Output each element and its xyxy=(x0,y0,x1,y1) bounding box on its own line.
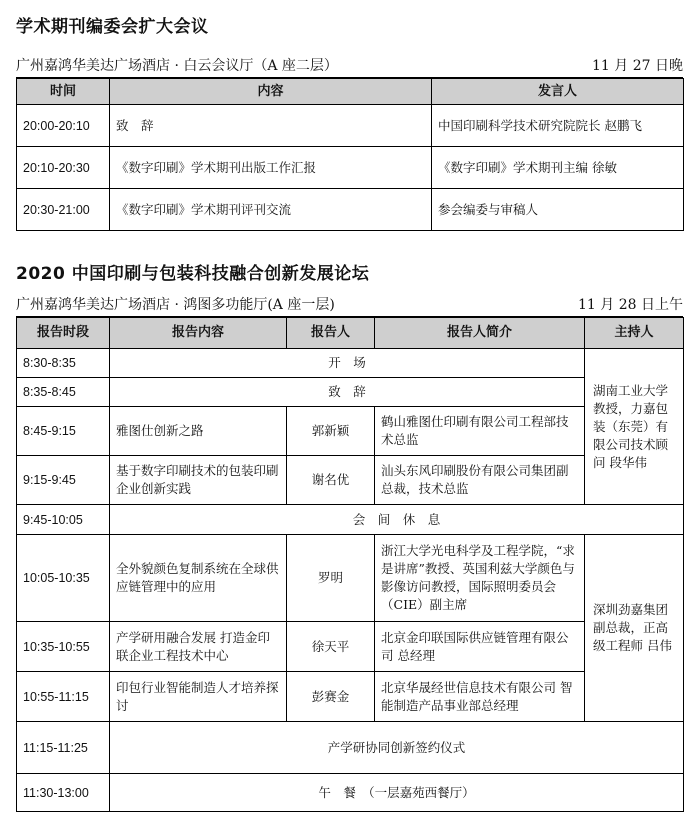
table-row xyxy=(17,622,684,672)
meeting1-venue-row xyxy=(16,55,683,78)
row-bio: 鹤山雅图仕印刷有限公司工程部技术总监 xyxy=(375,407,585,456)
header-content: 报告内容 xyxy=(110,318,287,349)
row-time: 20:00-20:10 xyxy=(17,105,110,147)
row-span: 产学研协同创新签约仪式 xyxy=(110,722,684,774)
row-span: 会 间 休 息 xyxy=(110,505,684,535)
row-content: 致 辞 xyxy=(110,105,432,147)
row-speaker: 徐天平 xyxy=(287,622,375,672)
header-content: 内容 xyxy=(110,79,432,105)
header-speaker: 报告人 xyxy=(287,318,375,349)
table-row xyxy=(17,456,684,505)
row-time: 9:45-10:05 xyxy=(17,505,110,535)
header-speaker: 发言人 xyxy=(432,79,684,105)
row-time: 8:45-9:15 xyxy=(17,407,110,456)
header-time: 时间 xyxy=(17,79,110,105)
row-time: 11:15-11:25 xyxy=(17,722,110,774)
table-row xyxy=(17,535,684,622)
table-row xyxy=(17,774,684,812)
table-row xyxy=(17,349,684,378)
table-row xyxy=(17,147,684,189)
table-row xyxy=(17,505,684,535)
row-time: 9:15-9:45 xyxy=(17,456,110,505)
forum-venue-row xyxy=(16,294,683,317)
row-content: 产学研用融合发展 打造金印联企业工程技术中心 xyxy=(110,622,287,672)
table-row xyxy=(17,722,684,774)
row-bio: 汕头东风印刷股份有限公司集团副总裁，技术总监 xyxy=(375,456,585,505)
table-row xyxy=(17,378,684,407)
row-content: 雅图仕创新之路 xyxy=(110,407,287,456)
table-row xyxy=(17,407,684,456)
meeting1-venue: 广州嘉鸿华美达广场酒店 · 白云会议厅（A 座二层） xyxy=(16,58,338,74)
row-bio: 浙江大学光电科学及工程学院，“求是讲席”教授、英国利兹大学颜色与影像访问教授，国际照明委员会（CIE）副主席 xyxy=(375,535,585,622)
row-content: 基于数字印刷技术的包装印刷企业创新实践 xyxy=(110,456,287,505)
row-time: 10:35-10:55 xyxy=(17,622,110,672)
forum-title: 2020 中国印刷与包装科技融合创新发展论坛 xyxy=(16,264,370,284)
forum-table xyxy=(16,317,684,812)
row-span: 开 场 xyxy=(110,349,585,378)
row-content: 全外貌颜色复制系统在全球供应链管理中的应用 xyxy=(110,535,287,622)
table-row xyxy=(17,105,684,147)
row-content: 《数字印刷》学术期刊评刊交流 xyxy=(110,189,432,231)
row-time: 20:10-20:30 xyxy=(17,147,110,189)
row-speaker: 彭赛金 xyxy=(287,672,375,722)
forum-venue: 广州嘉鸿华美达广场酒店 · 鸿图多功能厅(A 座一层) xyxy=(16,297,335,313)
row-time: 20:30-21:00 xyxy=(17,189,110,231)
row-time: 8:35-8:45 xyxy=(17,378,110,407)
row-time: 10:55-11:15 xyxy=(17,672,110,722)
header-host: 主持人 xyxy=(585,318,684,349)
row-time: 10:05-10:35 xyxy=(17,535,110,622)
row-time: 8:30-8:35 xyxy=(17,349,110,378)
forum-date: 11 月 28 日上午 xyxy=(578,297,683,313)
row-bio: 北京华晟经世信息技术有限公司 智能制造产品事业部总经理 xyxy=(375,672,585,722)
row-speaker: 中国印刷科学技术研究院院长 赵鹏飞 xyxy=(432,105,684,147)
host-2: 深圳劲嘉集团副总裁，正高级工程师 吕伟 xyxy=(585,535,684,722)
row-speaker: 谢名优 xyxy=(287,456,375,505)
table-row xyxy=(17,189,684,231)
row-content: 《数字印刷》学术期刊出版工作汇报 xyxy=(110,147,432,189)
row-span: 致 辞 xyxy=(110,378,585,407)
row-speaker: 参会编委与审稿人 xyxy=(432,189,684,231)
row-speaker: 罗明 xyxy=(287,535,375,622)
meeting1-date: 11 月 27 日晚 xyxy=(592,58,683,74)
table-row xyxy=(17,672,684,722)
row-speaker: 《数字印刷》学术期刊主编 徐敏 xyxy=(432,147,684,189)
table-header-row xyxy=(17,318,684,349)
row-speaker: 郭新颖 xyxy=(287,407,375,456)
header-time: 报告时段 xyxy=(17,318,110,349)
table-header-row xyxy=(17,79,684,105)
row-time: 11:30-13:00 xyxy=(17,774,110,812)
row-bio: 北京金印联国际供应链管理有限公司 总经理 xyxy=(375,622,585,672)
meeting1-table xyxy=(16,78,684,231)
meeting1-title: 学术期刊编委会扩大会议 xyxy=(16,17,209,37)
row-span: 午 餐 （一层嘉苑西餐厅） xyxy=(110,774,684,812)
header-bio: 报告人简介 xyxy=(375,318,585,349)
host-1: 湖南工业大学教授，力嘉包装（东莞）有限公司技术顾问 段华伟 xyxy=(585,349,684,505)
row-content: 印包行业智能制造人才培养探讨 xyxy=(110,672,287,722)
